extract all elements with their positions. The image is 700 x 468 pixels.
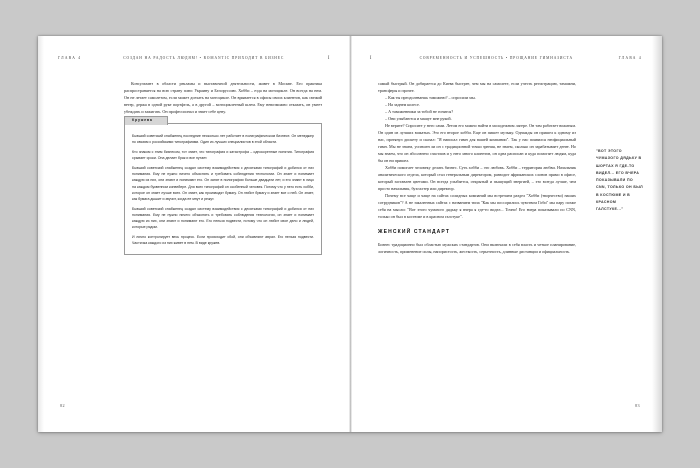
callout-paragraph: Кто знаком с этим бизнесом, тот знает, что типография и катастрофа – однокоренные понятия. Типография срывает сроки. Она делает брак и все путает. <box>132 150 314 161</box>
callout-box <box>124 118 322 255</box>
running-head-mark-right: I <box>369 55 373 61</box>
section-heading: ЖЕНСКИЙ СТАНДАРТ <box>378 229 451 235</box>
dialog-line: – Как ты преодолеваешь таможню? – спросили мы. <box>385 95 476 100</box>
running-head-mark-left: I <box>327 55 331 61</box>
paper-sheet <box>38 36 662 432</box>
page-right <box>350 36 662 432</box>
paragraph: Бизнес традиционно был областью мужских стандартов. Они включали в себя власть и четкое планирование, логичность, применение силы, напористость, жесткость, серьезность, длинные дистанции и официальность. <box>378 242 576 254</box>
callout-paragraph: Бывший советский снабженец создал систему взаимодействия с десятками типографий и добился от них понимания. Ему не нужно ничего объяснять и требовать соблюдения технологии, он знает и понимает каждую из них, они знают и понимают его. Его нельзя подвести, потому что он любит свое дело и людей, которые рядом. <box>132 206 314 230</box>
running-head-left <box>38 52 350 64</box>
running-head-title-left: СОЗДАН НА РАДОСТЬ ЛЮДЯМ! • ROMANTIC ПРИХОДИТ В БИЗНЕС <box>123 56 285 60</box>
callout-tab-label: Кружева <box>124 116 168 125</box>
margin-pull-quote: "ВОТ ЭТОГО ЧУМАЗОГО ДЯДЬКУ В ШОРТАХ Я ГДЕ-ТО ВИДЕЛ... ЕГО ВЧЕРА ПОКАЗЫВАЛИ ПО CNN, ТОЛЬКО ОН БЫЛ В КОСТЮМЕ И В КРАСНОМ ГАЛСТУКЕ..." <box>596 149 643 212</box>
running-head-chapter-left: ГЛАВА 4 <box>58 56 82 60</box>
running-head-title-right: СОВРЕМЕННОСТЬ И УСПЕШНОСТЬ • ПРОЩАНИЕ ГИМНАЗИСТА <box>419 56 574 60</box>
callout-paragraph: Бывший советский снабженец последние несколько лет работает в полиграфическом бизнесе. Он менеджер по связям с российскими типографиями. Один из лучших специалистов в этой области. <box>132 134 314 145</box>
paragraph: Почему все чаще и чаще на сайтах солидных компаний мы встречаем раздел "Хобби (творчество) наших сотрудников"? А не закаленных сайтах с названием типа "Как мы поссорились чувством Гоби" мы пару позже себя на мысли: "Вот этого чумазого дядьку я вчера я где-то видел... Точно! Его вчера показывали по CNN, только он был в костюме и в красном галстуке". <box>378 193 576 219</box>
dialog-line: – На заднем колесе. <box>385 102 420 107</box>
dialog-line: – А таможенники за тобой не гонятся? <box>385 109 454 114</box>
callout-paragraph: И лично контролирует весь процесс. Если происходит сбой, они объявляют аврал. Его нельзя подвести. Частичка каждого из них живет в нем. В виде кружев. <box>132 235 314 246</box>
page-number-right: 83 <box>635 403 640 408</box>
callout-body <box>132 133 314 247</box>
paragraph: самый быстрый. Он добирается до Киева быстрее, чем мы на самолете, если учесть регистрацию, таможни, трансферы и прочее. <box>378 81 576 93</box>
text-column-left <box>124 80 322 262</box>
dialog-line: – Они улыбаются и машут мне рукой. <box>385 116 452 121</box>
text-column-right <box>378 80 576 255</box>
page-number-left: 82 <box>60 403 65 408</box>
paragraph: Хобби помогает человеку делать бизнес. Суть хобби – это любовь. Хобби – территория любви. Начальник аналитического отдела, который стал генеральным директором, разводит африканских слонов прямо в офисе, который заставлен цветами. Он всегда улыбается, открытый и пышущий энергией, – это всегда лучше, чем просто начальник, бухгалтер или директор. <box>378 165 576 191</box>
page-left <box>38 36 350 432</box>
running-head-chapter-right: ГЛАВА 4 <box>618 56 642 60</box>
running-head-right <box>350 52 662 64</box>
paragraph: Не верите? Спросите у него сами. Летом его можно найти в молодежном лагере. Он там работает вожатым. Он один из лучших вожатых. Это его второе хобби. Еще он пишет музыку. Однажды он пришел к одному из нас, протянул дискету и сказал: "Я написал гимн для вашей компании". Так у нас появился неофициальный гимн. Мы не знаем, успешен ли он с традиционной точки зрения, не знаем, сколько он зарабатывает денег. Но мы знаем, что он абсолютно счастлив и у него много клиентов, он одна расписан и куда помогает людям, куда бы он ни пришел. <box>378 123 576 163</box>
paragraph: Консультант в области рекламы и выставочной деятельности, живет в Москве. Его практика распространяется на всю страну плюс Украину и Белоруссию. Хобби – езда на мотоцикле. Он всегда на нем. Он не летает самолетом, если может доехать на мотоцикле. Он врывается в офисы своих клиентов, как свежий ветер, держа в одной руке портфель, а в другой – мотоциклетный шлем. Ему невозможно отказать, он умеет убеждать и зажигать. Он профессионал и знает себе цену. <box>124 81 322 114</box>
callout-paragraph: Бывший советский снабженец создал систему взаимодействия с десятками типографий и добился от них понимания. Ему не нужно ничего объяснять и требовать соблюдения технологии. Он знает и понимает каждую из них, они знают и понимают его. Он занят в полиграфии больше двадцати лет, и его знают в лицо на каждом буквенном конвейере. Для всех типографий он особенный человек. Потому что у него есть хобби, которое он знает лучше всех. Он знает, как производят бумагу. Он любит бумагу и знает все о ней. Он знает, как бумага дышит и звучит, когда ее мнут и режут. <box>132 166 314 202</box>
